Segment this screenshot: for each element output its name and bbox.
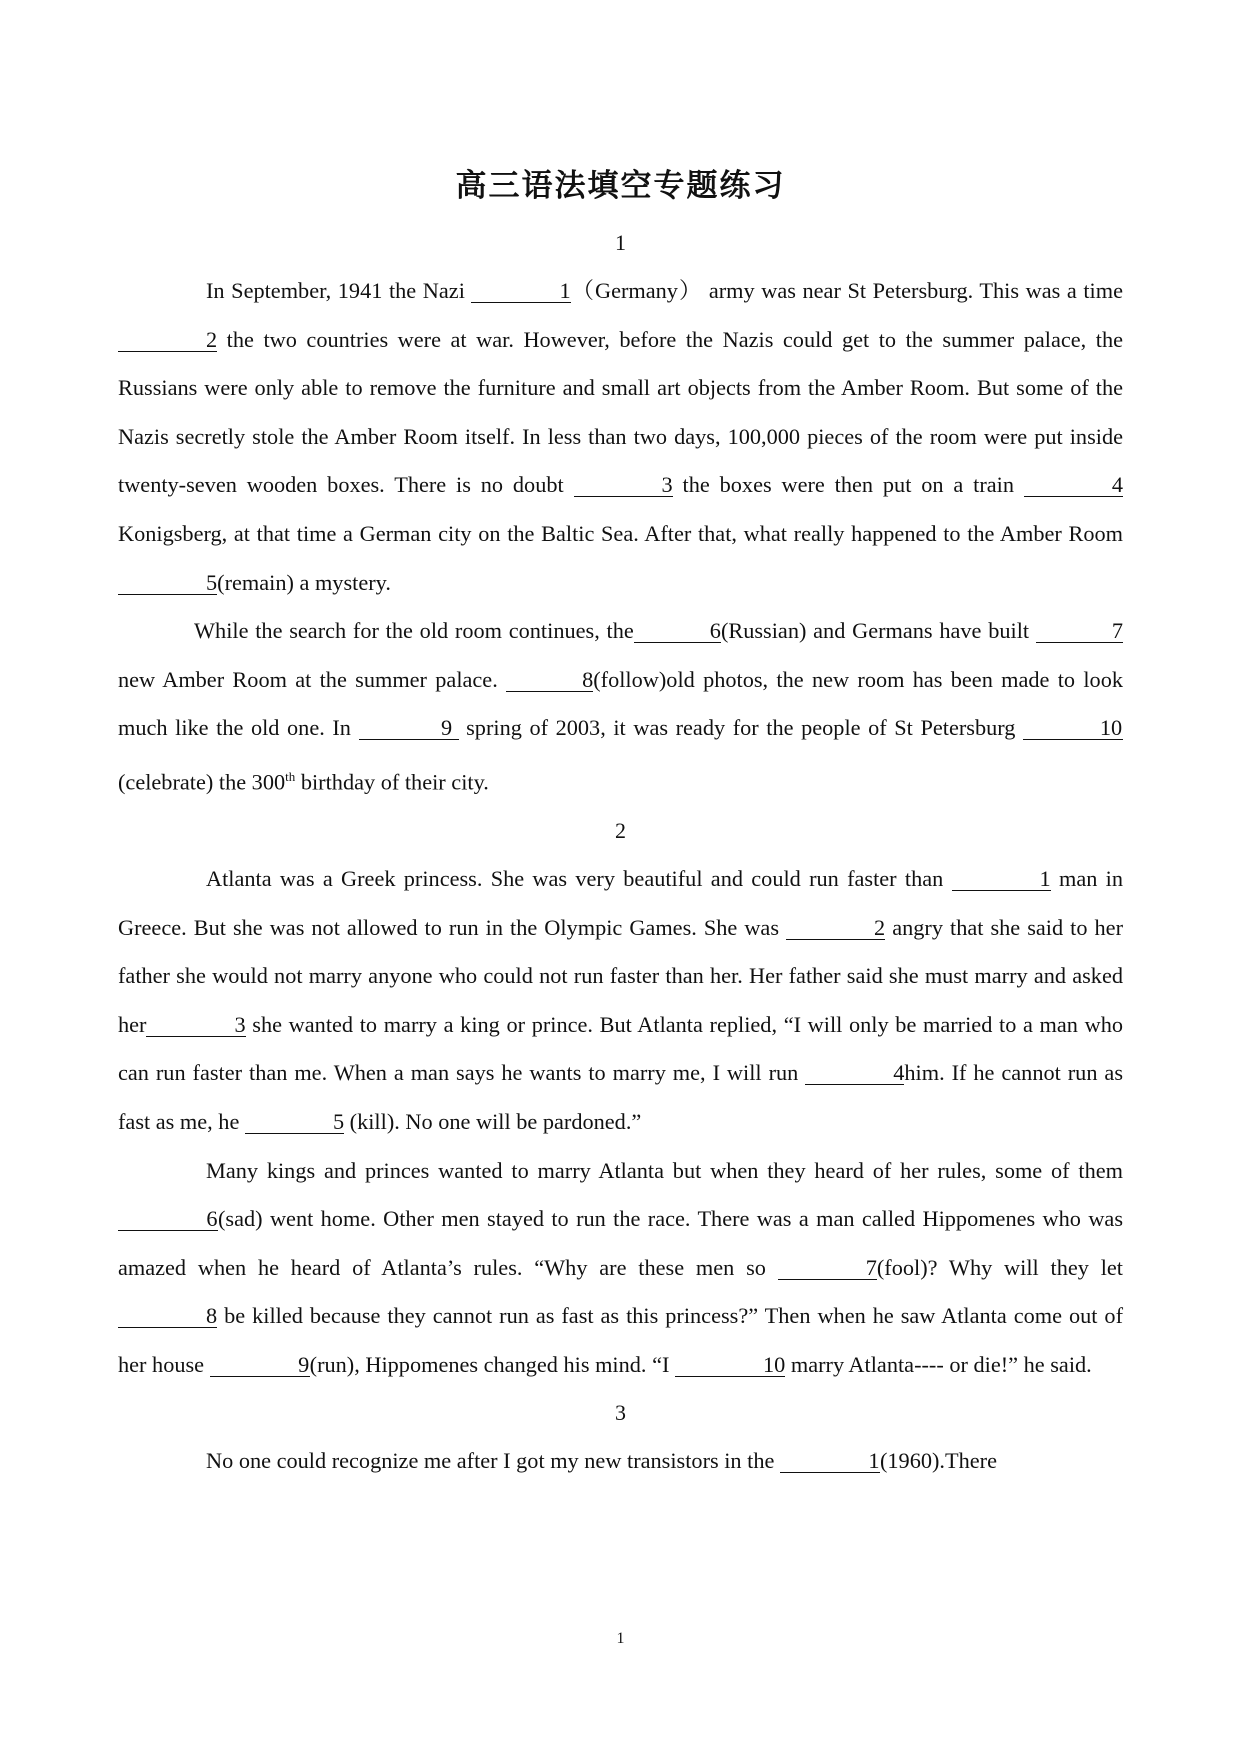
- passage-paragraph: In September, 1941 the Nazi 1（Germany） army was near St Petersburg. This was a time 2 the two countries were at war. However, before the Nazis could get to the summer palace, the Russians were only able to remove the furniture and small art objects from the Amber Room. But some of the Nazis secretly stole the Amber Room itself. In less than two days, 100,000 pieces of the room were put inside twenty-seven wooden boxes. There is no doubt 3 the boxes were then put on a train 4 Konigsberg, at that time a German city on the Baltic Sea. After that, what really happened to the Amber Room5(remain) a mystery.: [118, 278, 1123, 595]
- passage-paragraph: No one could recognize me after I got my new transistors in the 1(1960).There: [206, 1448, 997, 1474]
- passage-paragraph: Atlanta was a Greek princess. She was very beautiful and could run faster than 1 man in Greece. But she was not allowed to run in the Olympic Games. She was 2 angry that she said to her father she would not marry anyone who could not run faster than her. Her father said she must marry and asked her 3 she wanted to marry a king or prince. But Atlanta replied, “I will only be married to a man who can run faster than me. When a man says he wants to marry me, I will run 4him. If he cannot run as fast as me, he 5 (kill). No one will be pardoned.”: [118, 865, 1123, 1134]
- answer-blank[interactable]: 2: [118, 329, 217, 352]
- answer-blank[interactable]: 5: [118, 572, 217, 595]
- answer-blank[interactable]: 2: [786, 917, 885, 940]
- section-number: 1: [615, 230, 626, 255]
- answer-blank[interactable]: 1: [780, 1450, 880, 1473]
- page-number: 1: [616, 1630, 625, 1647]
- answer-blank[interactable]: 4: [1024, 474, 1123, 497]
- answer-blank[interactable]: 5: [245, 1111, 344, 1134]
- section-number: 2: [615, 817, 626, 843]
- superscript: th: [285, 768, 296, 784]
- answer-blank[interactable]: 9: [210, 1354, 310, 1377]
- passage-paragraph: Many kings and princes wanted to marry Atlanta but when they heard of her rules, some of them 6(sad) went home. Other men stayed to run the race. There was a man called Hippomenes who was amazed when he heard of Atlanta’s rules. “Why are these men so 7(fool)? Why will they let 8 be killed because they cannot run as fast as this princess?” Then when he saw Atlanta come out of her house 9(run), Hippomenes changed his mind. “I 10 marry Atlanta---- or die!” he said.: [118, 1157, 1123, 1377]
- answer-blank[interactable]: 7: [778, 1257, 877, 1280]
- page-title: 高三语法填空专题练习: [455, 168, 786, 204]
- answer-blank[interactable]: 9: [359, 717, 459, 740]
- answer-blank[interactable]: 6: [118, 1208, 218, 1231]
- passage-paragraph: While the search for the old room continues, the 6(Russian) and Germans have built 7 new Amber Room at the summer palace. 8(follow)old photos, the new room has been made to look much like the old one. In 9 spring of 2003, it was ready for the people of St Petersburg 10(celebrate) the 300th birthday of their city.: [118, 618, 1124, 795]
- answer-blank[interactable]: 10: [1023, 717, 1123, 740]
- answer-blank[interactable]: 6: [634, 620, 721, 643]
- answer-blank[interactable]: 3: [146, 1014, 245, 1037]
- answer-blank[interactable]: 7: [1036, 620, 1123, 643]
- answer-blank[interactable]: 3: [574, 474, 673, 497]
- answer-blank[interactable]: 10: [675, 1354, 785, 1377]
- answer-blank[interactable]: 4: [805, 1062, 904, 1085]
- answer-blank[interactable]: 8: [118, 1305, 217, 1328]
- answer-blank[interactable]: 1: [952, 868, 1051, 891]
- answer-blank[interactable]: 1: [471, 280, 570, 303]
- answer-blank[interactable]: 8: [506, 669, 593, 692]
- section-number: 3: [615, 1400, 626, 1426]
